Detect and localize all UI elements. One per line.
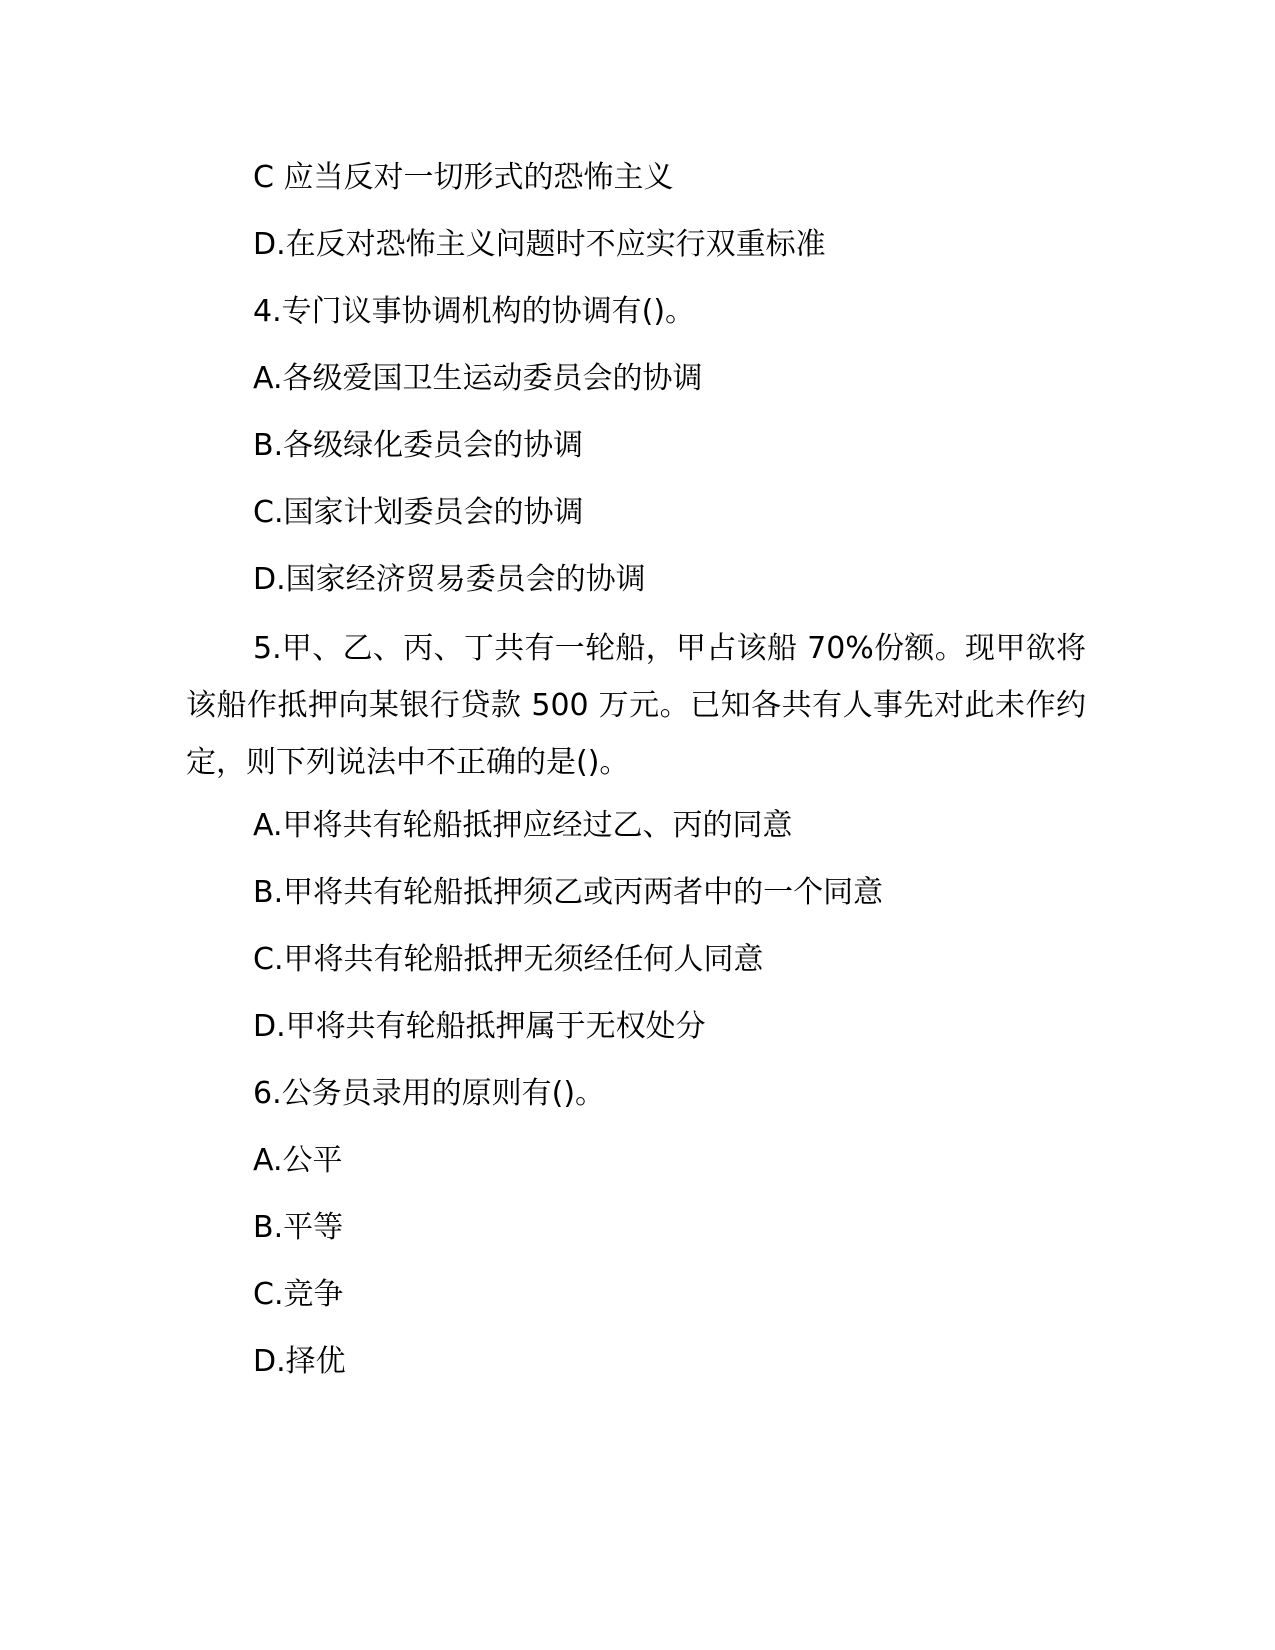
option-6c: C.竞争 bbox=[253, 1277, 344, 1312]
question-4: 4.专门议事协调机构的协调有()。 bbox=[253, 294, 696, 329]
option-4a: A.各级爱国卫生运动委员会的协调 bbox=[253, 361, 703, 396]
question-6: 6.公务员录用的原则有()。 bbox=[253, 1076, 606, 1111]
option-6d: D.择优 bbox=[253, 1344, 346, 1379]
option-5b: B.甲将共有轮船抵押须乙或丙两者中的一个同意 bbox=[253, 875, 884, 910]
option-6b: B.平等 bbox=[253, 1210, 344, 1245]
option-4c: C.国家计划委员会的协调 bbox=[253, 495, 584, 530]
option-5c: C.甲将共有轮船抵押无须经任何人同意 bbox=[253, 942, 764, 977]
option-5d: D.甲将共有轮船抵押属于无权处分 bbox=[253, 1009, 706, 1044]
option-4b: B.各级绿化委员会的协调 bbox=[253, 428, 584, 463]
option-4d: D.国家经济贸易委员会的协调 bbox=[253, 562, 646, 597]
option-3d: D.在反对恐怖主义问题时不应实行双重标准 bbox=[253, 227, 826, 262]
question-5: 5.甲、乙、丙、丁共有一轮船，甲占该船 70%份额。现甲欲将该船作抵押向某银行贷款 500 万元。已知各共有人事先对此未作约定，则下列说法中不正确的是()。 bbox=[186, 631, 1086, 780]
option-5a: A.甲将共有轮船抵押应经过乙、丙的同意 bbox=[253, 808, 793, 843]
option-3c: C 应当反对一切形式的恐怖主义 bbox=[253, 160, 674, 195]
option-6a: A.公平 bbox=[253, 1143, 343, 1178]
